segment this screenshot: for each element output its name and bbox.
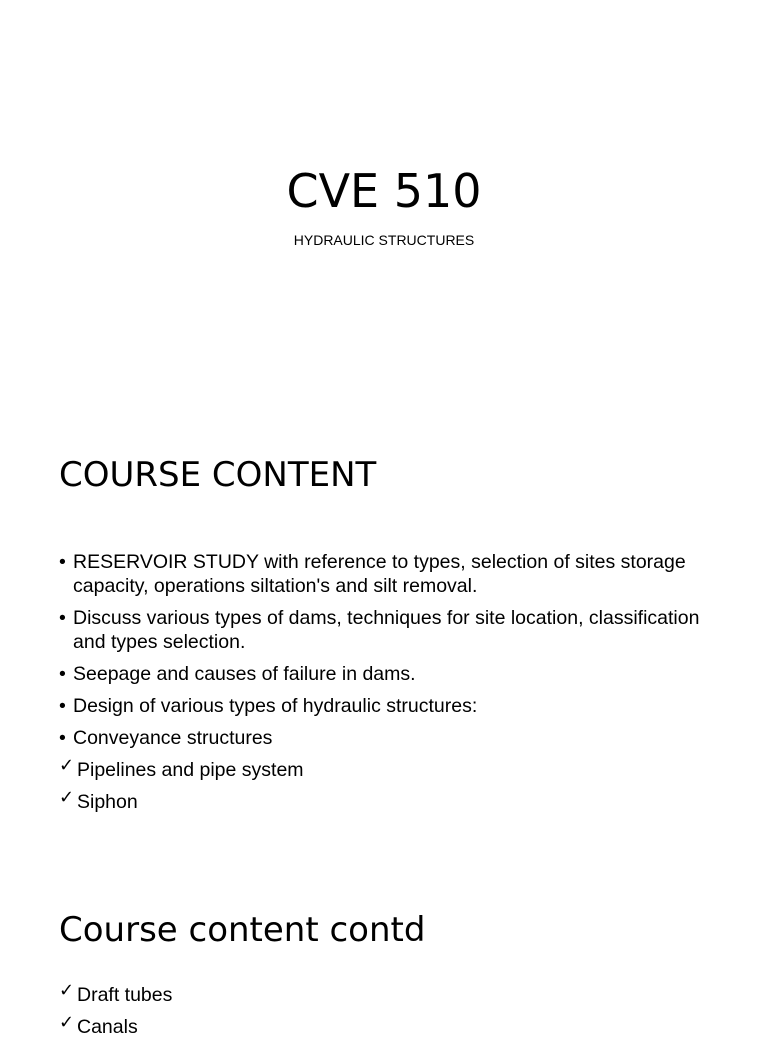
list-item-text: Discuss various types of dams, techniques for site location, classification and types selection. [73, 607, 700, 653]
list-item-text: Pipelines and pipe system [77, 759, 304, 781]
bullet-icon: • [59, 607, 66, 629]
course-content-list [59, 550, 709, 814]
list-item-text: Draft tubes [77, 984, 173, 1006]
title-slide [0, 0, 768, 380]
checkmark-icon: ✓ [59, 755, 75, 776]
course-code-title: CVE 510 [286, 164, 482, 218]
list-item [59, 662, 709, 686]
bullet-icon: • [59, 695, 66, 717]
list-item-text: Design of various types of hydraulic structures: [73, 695, 478, 717]
checkmark-icon: ✓ [59, 1012, 75, 1033]
bullet-icon: • [59, 551, 66, 573]
list-item-text: Siphon [77, 791, 138, 813]
course-content-heading: COURSE CONTENT [59, 455, 377, 495]
list-item [59, 726, 709, 750]
list-item [59, 606, 709, 654]
checkmark-icon: ✓ [59, 787, 75, 808]
list-item [59, 694, 709, 718]
list-item [59, 787, 709, 814]
course-subtitle: HYDRAULIC STRUCTURES [293, 232, 475, 248]
list-item [59, 980, 709, 1007]
checkmark-icon: ✓ [59, 980, 75, 1001]
list-item-text: Canals [77, 1016, 138, 1038]
bullet-icon: • [59, 727, 66, 749]
list-item [59, 550, 709, 598]
course-content-contd-heading: Course content contd [59, 910, 426, 950]
list-item-text: RESERVOIR STUDY with reference to types, selection of sites storage capacity, operations siltation's and silt removal. [73, 551, 686, 597]
course-content-contd-list [59, 980, 709, 1039]
bullet-icon: • [59, 663, 66, 685]
list-item [59, 1012, 709, 1039]
list-item-text: Seepage and causes of failure in dams. [73, 663, 416, 685]
list-item-text: Conveyance structures [73, 727, 273, 749]
list-item [59, 755, 709, 782]
